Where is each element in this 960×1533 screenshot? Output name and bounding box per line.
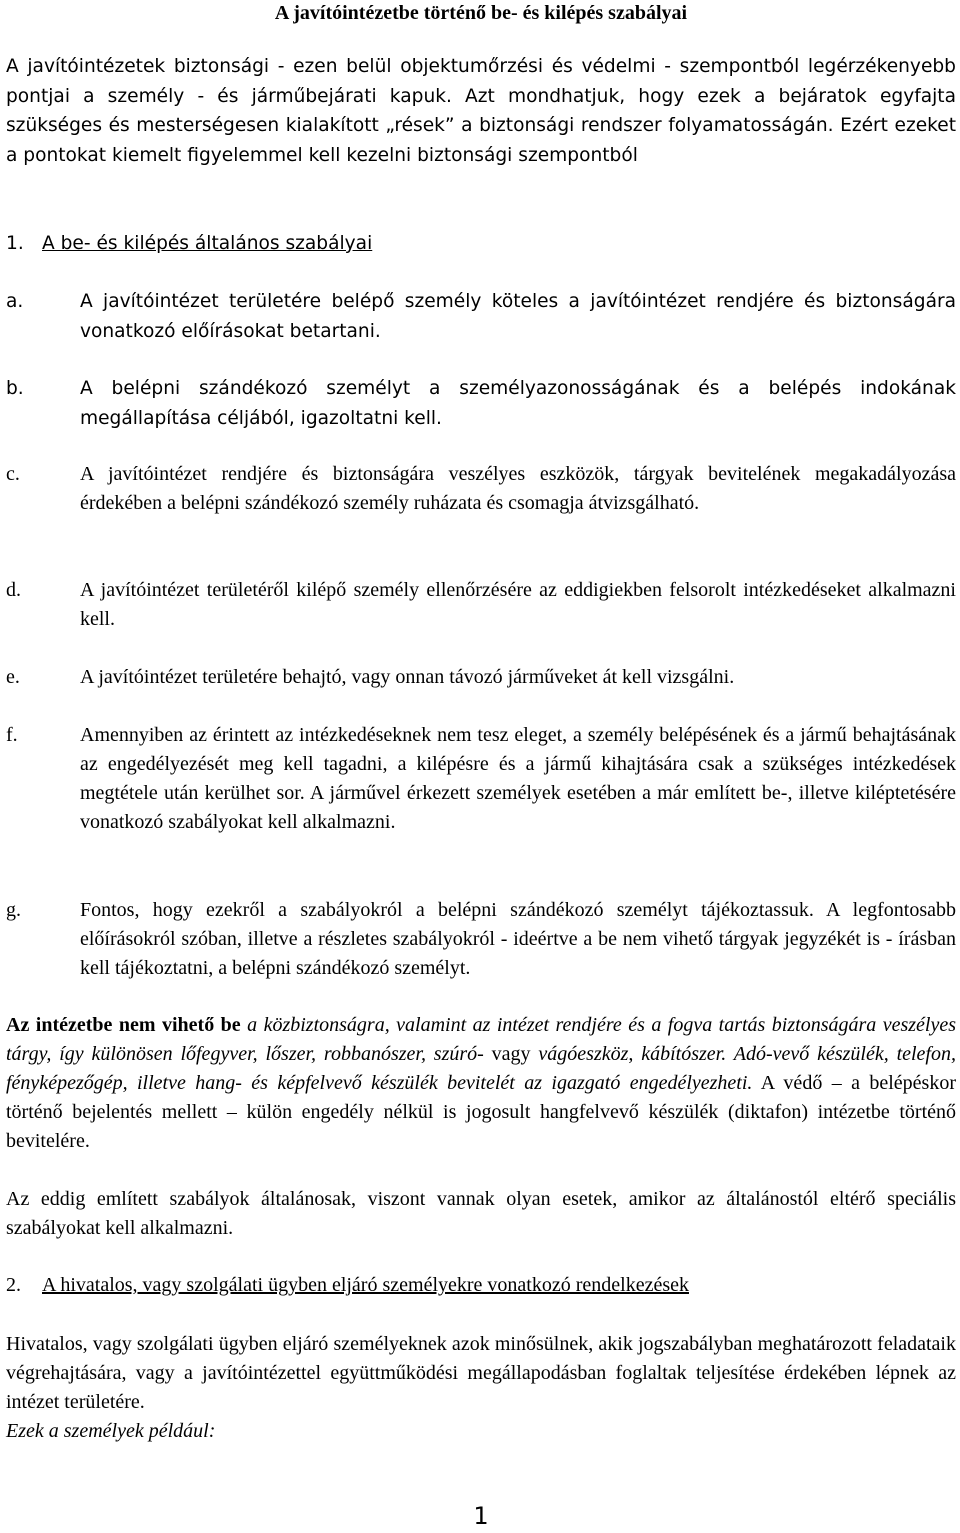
prohibited-italic-1: a közbiztonságra, valamint az intézet rendjére és a fogva tartás biztonságára veszélyes tárgy, így különösen lőfegyver, lőszer, robbanószer, szúró- xyxy=(6,1014,957,1065)
rule-item-text: A javítóintézet területére behajtó, vagy onnan távozó járműveket át kell vizsgálni. xyxy=(80,666,735,688)
rule-item-text: Fontos, hogy ezekről a szabályokról a belépni szándékozó személyt tájékoztassuk. A legfontosabb előírásokról szóban, illetve a részletes szabályokról - ideértve a be nem vihető tárgyak jegyzékét is - írásban kell tájékoztatni, a belépni szándékozó személyt. xyxy=(80,899,956,979)
rule-item-f xyxy=(6,721,956,837)
section-1-title: A be- és kilépés általános szabályai xyxy=(42,233,373,254)
rule-item-b xyxy=(6,374,956,433)
prohibited-plain-tail: A védő – a belépéskor történő bejelentés mellett – külön engedély nélkül is jogosult hangfelvevő készülék (diktafon) intézetbe történő bevitelére. xyxy=(6,1072,956,1152)
rule-item-e xyxy=(6,663,956,692)
rule-item-g xyxy=(6,896,956,983)
rule-item-text: A belépni szándékozó személyt a személyazonosságának és a belépés indokának megállapítása céljából, igazoltatni kell. xyxy=(80,378,956,429)
rule-item-marker: b. xyxy=(6,378,24,399)
rule-item-text: A javítóintézet területéről kilépő személy ellenőrzésére az eddigiekben felsorolt intézkedéseket alkalmazni kell. xyxy=(80,579,956,630)
examples-label-text: Ezek a személyek például: xyxy=(6,1420,216,1442)
prohibited-italic-2: vágóeszköz, kábítószer. Adó-vevő készülék, telefon, fényképezőgép, illetve hang- és képfelvevő készülék bevitelét az igazgató engedélyezheti. xyxy=(6,1043,956,1094)
prohibited-plain-1: vagy xyxy=(483,1043,539,1065)
rule-item-marker: g. xyxy=(6,899,21,921)
section-2-number: 2. xyxy=(6,1274,21,1296)
examples-label xyxy=(6,1417,956,1446)
rule-item-marker: a. xyxy=(6,291,24,312)
page-title: A javítóintézetbe történő be- és kilépés szabályai xyxy=(274,2,688,24)
rule-item-text: A javítóintézet rendjére és biztonságára veszélyes eszközök, tárgyak bevitelének megakadályozása érdekében a belépni szándékozó személy ruházata és csomagja átvizsgálható. xyxy=(80,463,956,514)
rule-item-marker: d. xyxy=(6,579,21,601)
rule-item-marker: c. xyxy=(6,463,20,485)
rule-item-c xyxy=(6,460,956,518)
rule-item-marker: f. xyxy=(6,724,18,746)
rule-item-d xyxy=(6,576,956,634)
rule-item-text: A javítóintézet területére belépő személy köteles a javítóintézet rendjére és biztonságára vonatkozó előírásokat betartani. xyxy=(80,291,956,342)
rule-item-marker: e. xyxy=(6,666,20,688)
prohibited-items-paragraph xyxy=(6,1011,956,1156)
page-number: 1 xyxy=(473,1502,489,1530)
general-note-paragraph: Az eddig említett szabályok általánosak, viszont vannak olyan esetek, amikor az általánostól eltérő speciális szabályokat kell alkalmazni. xyxy=(6,1188,956,1239)
rule-item-text: Amennyiben az érintett az intézkedéseknek nem tesz eleget, a személy belépésének és a jármű behajtásának az engedélyezését meg kell tagadni, a kilépésre és a jármű kihajtására csak a szükséges intézkedések megtétele után kerülhet sor. A járművel érkezett személyek esetében a már említett be-, illetve kiléptetésére vonatkozó szabályokat kell alkalmazni. xyxy=(80,724,956,833)
section-2-title: A hivatalos, vagy szolgálati ügyben eljáró személyekre vonatkozó rendelkezések xyxy=(42,1274,689,1296)
prohibited-lead: Az intézetbe nem vihető be xyxy=(6,1014,241,1036)
rule-item-a xyxy=(6,287,956,346)
section-2-heading xyxy=(6,1271,956,1300)
official-persons-paragraph: Hivatalos, vagy szolgálati ügyben eljáró személyeknek azok minősülnek, akik jogszabályban meghatározott feladataik végrehajtására, vagy a javítóintézettel együttműködési megállapodásban foglaltak teljesítése érdekében lépnek az intézet területére. xyxy=(6,1333,956,1413)
section-1-heading xyxy=(6,230,956,258)
intro-paragraph: A javítóintézetek biztonsági - ezen belül objektumőrzési és védelmi - szempontból legérzékenyebb pontjai a személy - és járműbejárati kapuk. Azt mondhatjuk, hogy ezek a bejáratok egyfajta szükséges és mesterségesen kialakított „rések” a biztonsági rendszer folyamatosságán. Ezért ezeket a pontokat kiemelt figyelemmel kell kezelni biztonsági szempontból xyxy=(6,56,956,166)
section-1-number: 1. xyxy=(6,233,24,254)
